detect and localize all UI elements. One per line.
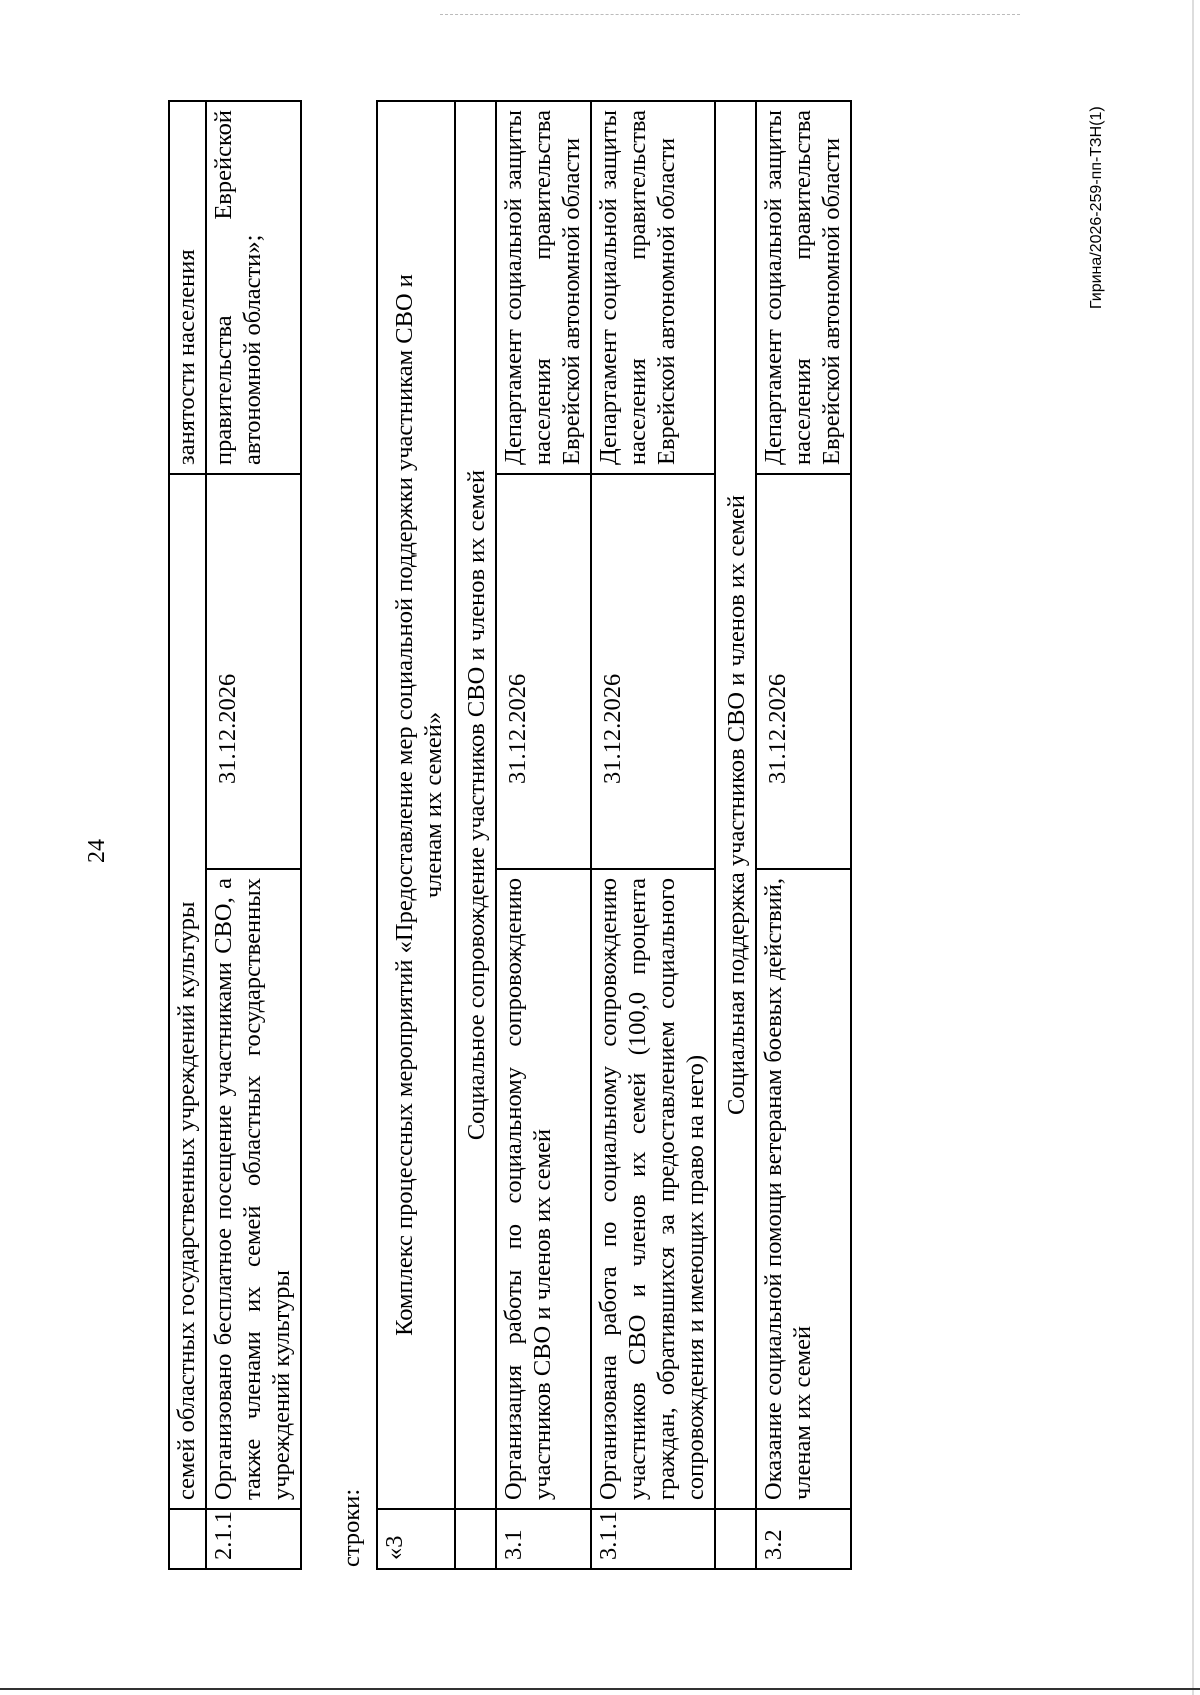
cell-date: 31.12.2026 [206,474,301,869]
cell-name: Организована работа по социальному сопровождению участников СВО и членов их семей (100,0 процента граждан, обратившихся за предоставлением социального сопровождения и имеющих право на него) [591,869,715,1509]
section-header: Социальная поддержка участников СВО и членов их семей [715,101,756,1509]
cell-name: Организовано бесплатное посещение участниками СВО, а также членами их семей областных государственных учреждений культуры [206,869,301,1509]
cell-responsible: Департамент социальной защиты населения правительства Еврейской автономной области [591,101,715,474]
cell-responsible: Департамент социальной защиты населения правительства Еврейской автономной области [756,101,851,474]
table-row [169,101,206,1569]
cell-date: 31.12.2026 [756,474,851,869]
cell-num: 3.1 [496,1509,591,1569]
cell-num [455,1509,496,1569]
cell-num: 2.1.1 [206,1509,301,1569]
cell-name: семей областных государственных учреждений культуры [169,474,206,1509]
cell-num: 3.2 [756,1509,851,1569]
page-number: 24 [84,839,110,863]
cell-name: Оказание социальной помощи ветеранам боевых действий, членам их семей [756,869,851,1509]
table-row [591,101,715,1569]
table-row [377,101,455,1569]
table-row [756,101,851,1569]
cell-date: 31.12.2026 [591,474,715,869]
cell-date: 31.12.2026 [496,474,591,869]
table-continued [168,100,302,1570]
cell-num [169,1509,206,1569]
section-header: Социальное сопровождение участников СВО и членов их семей [455,101,496,1509]
document-footer-code: Гирина/2026-259-пп-ТЗН(1) [1088,106,1105,309]
table-row [715,101,756,1569]
table-row [496,101,591,1569]
table-row [455,101,496,1569]
cell-name: Организация работы по социальному сопровождению участников СВО и членов их семей [496,869,591,1509]
label-stroki: строки: [338,1488,365,1567]
cell-responsible: правительства Еврейской автономной области»; [206,101,301,474]
cell-responsible: Департамент социальной защиты населения правительства Еврейской автономной области [496,101,591,474]
cell-num: 3.1.1 [591,1509,715,1569]
cell-num: «3 [377,1509,455,1569]
cell-responsible: занятости населения [169,101,206,474]
cell-num [715,1509,756,1569]
table-row [206,101,301,1569]
table-new-rows [376,100,852,1570]
complex-title: Комплекс процессных мероприятий «Предоставление мер социальной поддержки участникам СВО и членам их семей» [377,101,455,1509]
